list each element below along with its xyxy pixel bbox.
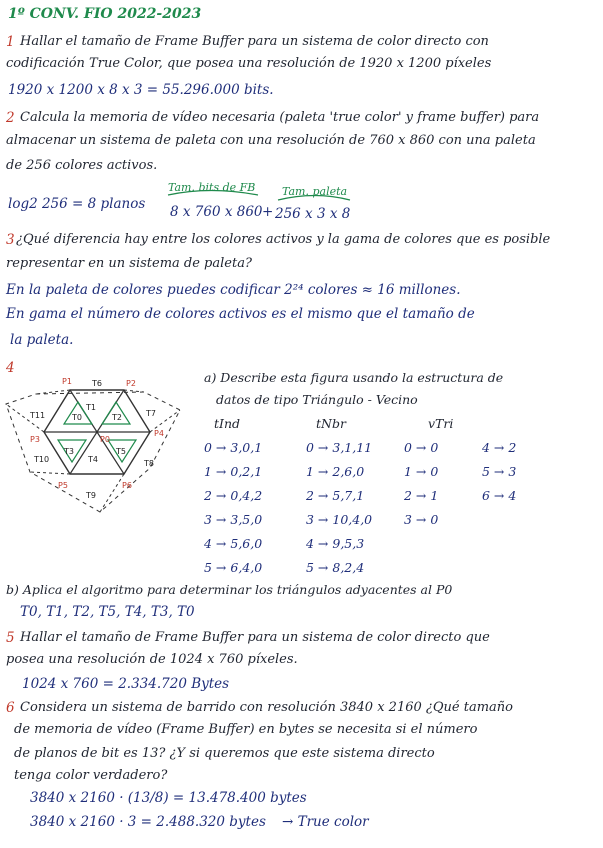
triangle-label-t1: T1 <box>86 403 96 412</box>
q3-number: 3 <box>6 232 15 248</box>
triangle-label-t11: T11 <box>30 411 46 420</box>
q6-text-line1: Considera un sistema de barrido con resolución 3840 x 2160 ¿Qué tamaño <box>20 700 513 715</box>
triangle-label-t5: T5 <box>116 447 126 456</box>
triangle-label-t7: T7 <box>146 409 156 418</box>
q5-text-line2: posea una resolución de 1024 x 760 píxeles. <box>6 652 298 667</box>
tnbr-row: 2 → 5,7,1 <box>306 488 365 503</box>
triangle-label-t9: T9 <box>86 491 96 500</box>
q1-answer: 1920 x 1200 x 8 x 3 = 55.296.000 bits. <box>8 82 274 98</box>
q6-text-line3: de planos de bit es 13? ¿Y si queremos que este sistema directo <box>14 746 435 761</box>
tind-row: 3 → 3,5,0 <box>204 512 263 527</box>
q2-label-paleta: Tam. paleta <box>282 185 348 198</box>
vtri-row: 0 → 0 <box>404 440 439 455</box>
tind-row: 0 → 3,0,1 <box>204 440 263 455</box>
q6-answer2: 3840 x 2160 · 3 = 2.488.320 bytes <box>30 814 266 830</box>
q2-answer-paleta: 256 x 3 x 8 <box>275 206 351 222</box>
vtri-row: 1 → 0 <box>404 464 439 479</box>
q4-number: 4 <box>6 360 15 376</box>
q6-text-line2: de memoria de vídeo (Frame Buffer) en bytes se necesita si el número <box>14 722 478 737</box>
tnbr-row: 0 → 3,1,11 <box>306 440 373 455</box>
q5-text-line1: Hallar el tamaño de Frame Buffer para un sistema de color directo que <box>20 630 490 645</box>
vertex-label-p1: P1 <box>62 377 72 386</box>
triangle-label-t10: T10 <box>34 455 50 464</box>
triangle-label-t3: T3 <box>64 447 74 456</box>
vtri-row: 4 → 2 <box>482 440 517 455</box>
vertex-label-p2: P2 <box>126 379 136 388</box>
q1-number: 1 <box>6 34 15 50</box>
vtri-row: 2 → 1 <box>404 488 439 503</box>
vtri-row: 6 → 4 <box>482 488 517 503</box>
tnbr-list <box>306 436 372 580</box>
q1-text-line2: codificación True Color, que posea una resolución de 1920 x 1200 píxeles <box>6 56 492 71</box>
q4a-text-line2: datos de tipo Triángulo - Vecino <box>216 392 418 407</box>
vtri-list-left <box>404 436 438 532</box>
triangle-label-t2: T2 <box>112 413 122 422</box>
q6-answer2-note: → True color <box>282 814 369 830</box>
q4b-answer: T0, T1, T2, T5, T4, T3, T0 <box>20 604 195 620</box>
q3-answer1: En la paleta de colores puedes codificar 2²⁴ colores ≈ 16 millones. <box>6 282 461 298</box>
q3-text-line2: representar en un sistema de paleta? <box>6 256 252 271</box>
q3-answer2: En gama el número de colores activos es el mismo que el tamaño de <box>6 306 475 322</box>
vertex-label-p4: P4 <box>154 429 164 438</box>
q4a-text-line1: a) Describe esta figura usando la estructura de <box>204 370 504 385</box>
col-header-tind: tInd <box>214 416 241 431</box>
tnbr-row: 5 → 8,2,4 <box>306 560 365 575</box>
col-header-vtri: vTri <box>428 416 454 431</box>
triangle-label-t6: T6 <box>92 379 102 388</box>
q6-text-line4: tenga color verdadero? <box>14 768 168 783</box>
q2-label-fb: Tam. bits de FB <box>168 181 256 194</box>
page-title: 1º CONV. FIO 2022-2023 <box>8 6 202 22</box>
tind-row: 4 → 5,6,0 <box>204 536 263 551</box>
tind-list <box>204 436 262 580</box>
q4b-text-line1: b) Aplica el algoritmo para determinar los triángulos adyacentes al P0 <box>6 582 453 597</box>
vertex-label-p5: P5 <box>58 481 68 490</box>
q2-text-line2: almacenar un sistema de paleta con una resolución de 760 x 860 con una paleta <box>6 133 536 148</box>
vertex-label-p3: P3 <box>30 435 40 444</box>
vtri-row: 3 → 0 <box>404 512 439 527</box>
triangle-label-t8: T8 <box>144 459 154 468</box>
q2-answer-plus: + <box>262 204 274 220</box>
q5-number: 5 <box>6 630 15 646</box>
q6-number: 6 <box>6 700 15 716</box>
tnbr-row: 1 → 2,6,0 <box>306 464 365 479</box>
q6-answer1: 3840 x 2160 · (13/8) = 13.478.400 bytes <box>30 790 307 806</box>
q2-text-line3: de 256 colores activos. <box>6 158 158 173</box>
q1-text-line1: Hallar el tamaño de Frame Buffer para un sistema de color directo con <box>20 34 489 49</box>
vtri-list-right <box>482 436 516 508</box>
q2-answer-fb: 8 x 760 x 860 <box>170 204 263 220</box>
tnbr-row: 4 → 9,5,3 <box>306 536 365 551</box>
col-header-tnbr: tNbr <box>316 416 346 431</box>
tnbr-row: 3 → 10,4,0 <box>306 512 373 527</box>
q2-number: 2 <box>6 110 15 126</box>
triangle-mesh-figure <box>0 362 200 522</box>
q3-text-line1: ¿Qué diferencia hay entre los colores activos y la gama de colores que es posible <box>16 232 551 247</box>
triangle-label-t0: T0 <box>72 413 82 422</box>
tind-row: 1 → 0,2,1 <box>204 464 263 479</box>
tind-row: 5 → 6,4,0 <box>204 560 263 575</box>
vtri-row: 5 → 3 <box>482 464 517 479</box>
q2-answer-log: log2 256 = 8 planos <box>8 196 146 212</box>
triangle-label-t4: T4 <box>88 455 98 464</box>
q5-answer: 1024 x 760 = 2.334.720 Bytes <box>22 676 230 692</box>
tind-row: 2 → 0,4,2 <box>204 488 263 503</box>
q2-text-line1: Calcula la memoria de vídeo necesaria (paleta 'true color' y frame buffer) para <box>20 110 540 125</box>
vertex-label-p0: P0 <box>100 435 110 444</box>
q3-answer3: la paleta. <box>10 332 74 348</box>
vertex-label-p6: P6 <box>122 481 132 490</box>
